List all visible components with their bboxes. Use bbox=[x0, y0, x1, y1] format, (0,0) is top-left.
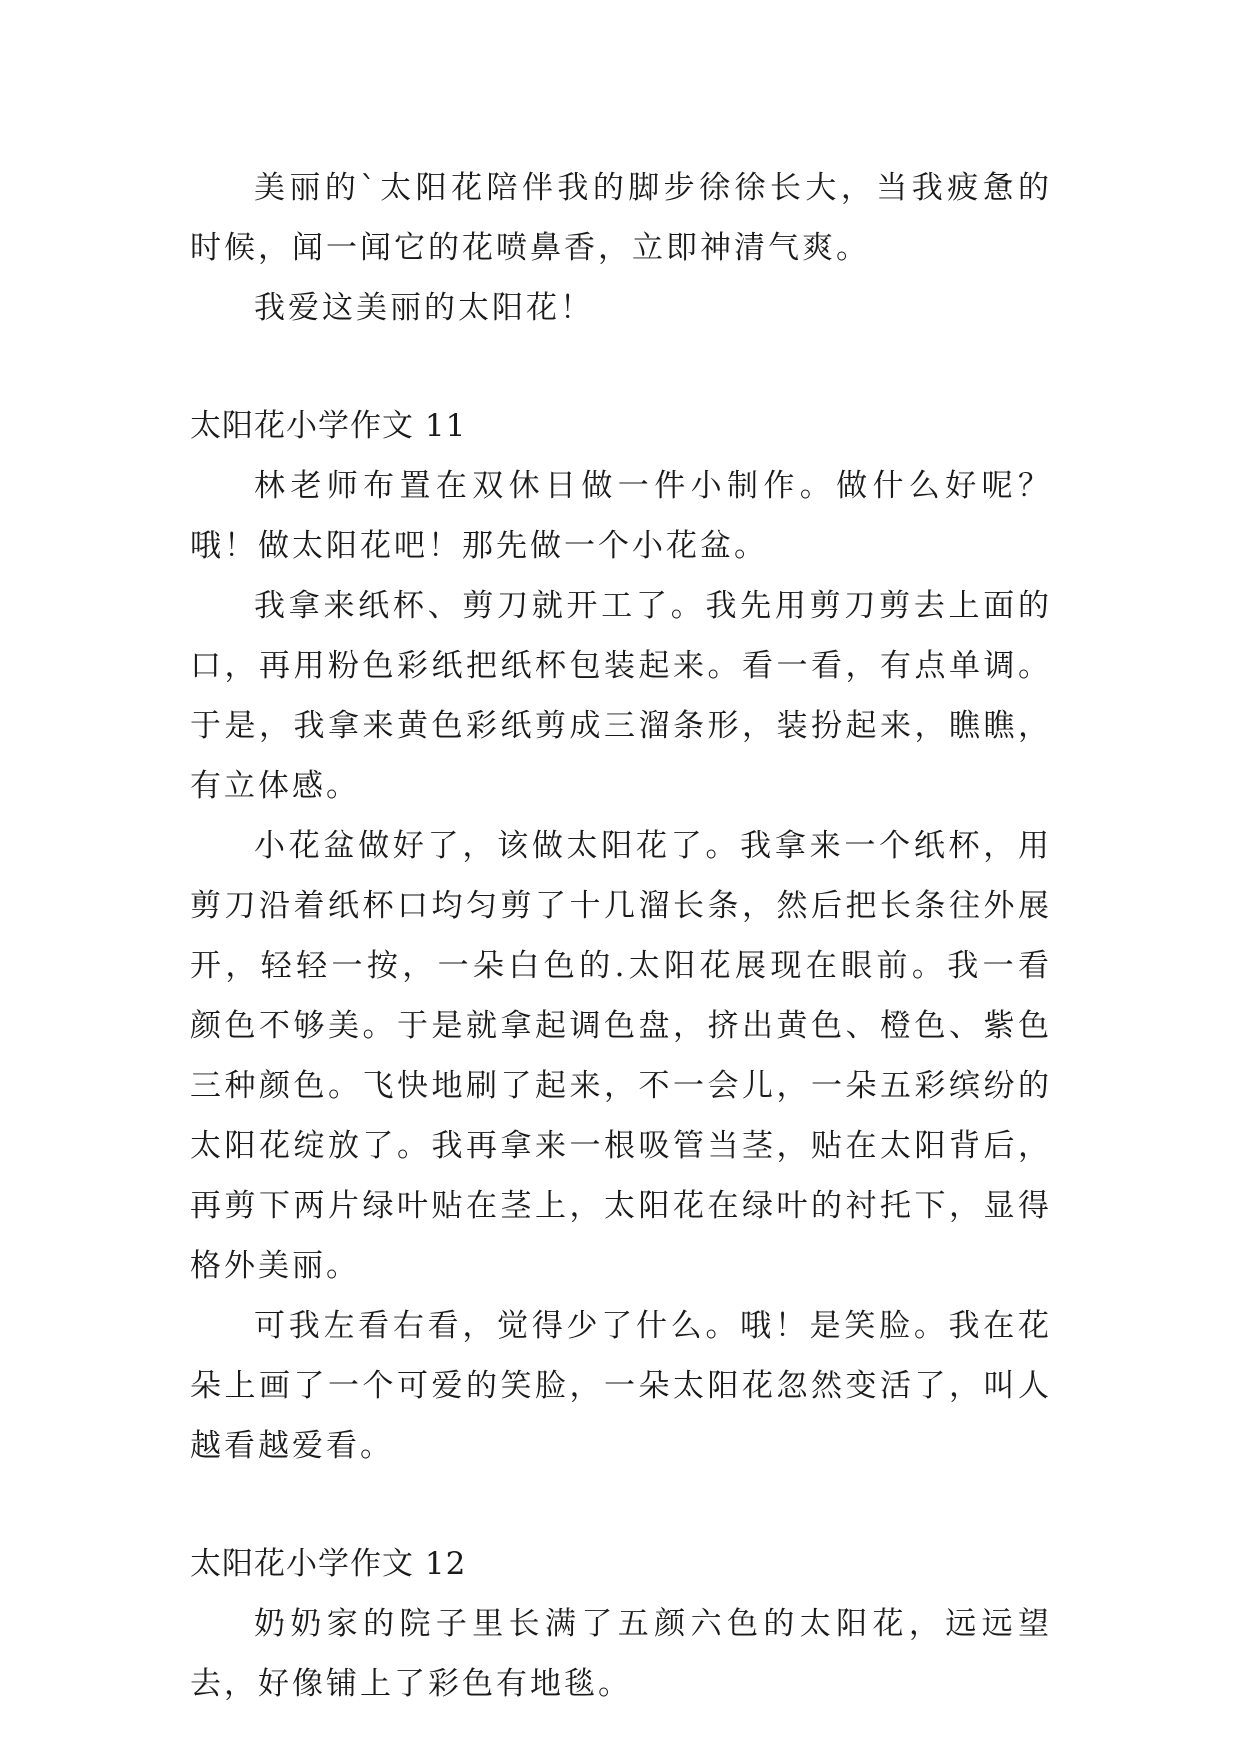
intro-paragraph-2: 我爱这美丽的太阳花！ bbox=[254, 290, 594, 326]
section-11-paragraph-3: 小花盆做好了，该做太阳花了。我拿来一个纸杯，用剪刀沿着纸杯口均匀剪了十几溜长条，然后把长条往外展开，轻轻一按，一朵白色的.太阳花展现在眼前。我一看颜色不够美。于是就拿起调色盘，挤出黄色、橙色、紫色三种颜色。飞快地刷了起来，不一会儿，一朵五彩缤纷的太阳花绽放了。我再拿来一根吸管当茎，贴在太阳背后，再剪下两片绿叶贴在茎上，太阳花在绿叶的衬托下，显得格外美丽。 bbox=[190, 828, 1052, 1284]
document-body bbox=[190, 158, 1052, 1714]
section-11-paragraph-1: 林老师布置在双休日做一件小制作。做什么好呢？哦！做太阳花吧！那先做一个小花盆。 bbox=[190, 468, 1052, 564]
section-11-heading: 太阳花小学作文 11 bbox=[190, 408, 467, 444]
section-12-heading: 太阳花小学作文 12 bbox=[190, 1546, 467, 1582]
section-spacer bbox=[190, 338, 1052, 396]
section-12-paragraph-1: 奶奶家的院子里长满了五颜六色的太阳花，远远望去，好像铺上了彩色有地毯。 bbox=[190, 1606, 1052, 1702]
section-11-paragraph-2: 我拿来纸杯、剪刀就开工了。我先用剪刀剪去上面的口，再用粉色彩纸把纸杯包装起来。看一看，有点单调。于是，我拿来黄色彩纸剪成三溜条形，装扮起来，瞧瞧，有立体感。 bbox=[190, 588, 1052, 804]
intro-paragraph-1: 美丽的`太阳花陪伴我的脚步徐徐长大，当我疲惫的时候，闻一闻它的花喷鼻香，立即神清气爽。 bbox=[190, 170, 1052, 266]
section-11-paragraph-4: 可我左看右看，觉得少了什么。哦！是笑脸。我在花朵上画了一个可爱的笑脸，一朵太阳花忽然变活了，叫人越看越爱看。 bbox=[190, 1308, 1052, 1464]
section-spacer bbox=[190, 1476, 1052, 1534]
